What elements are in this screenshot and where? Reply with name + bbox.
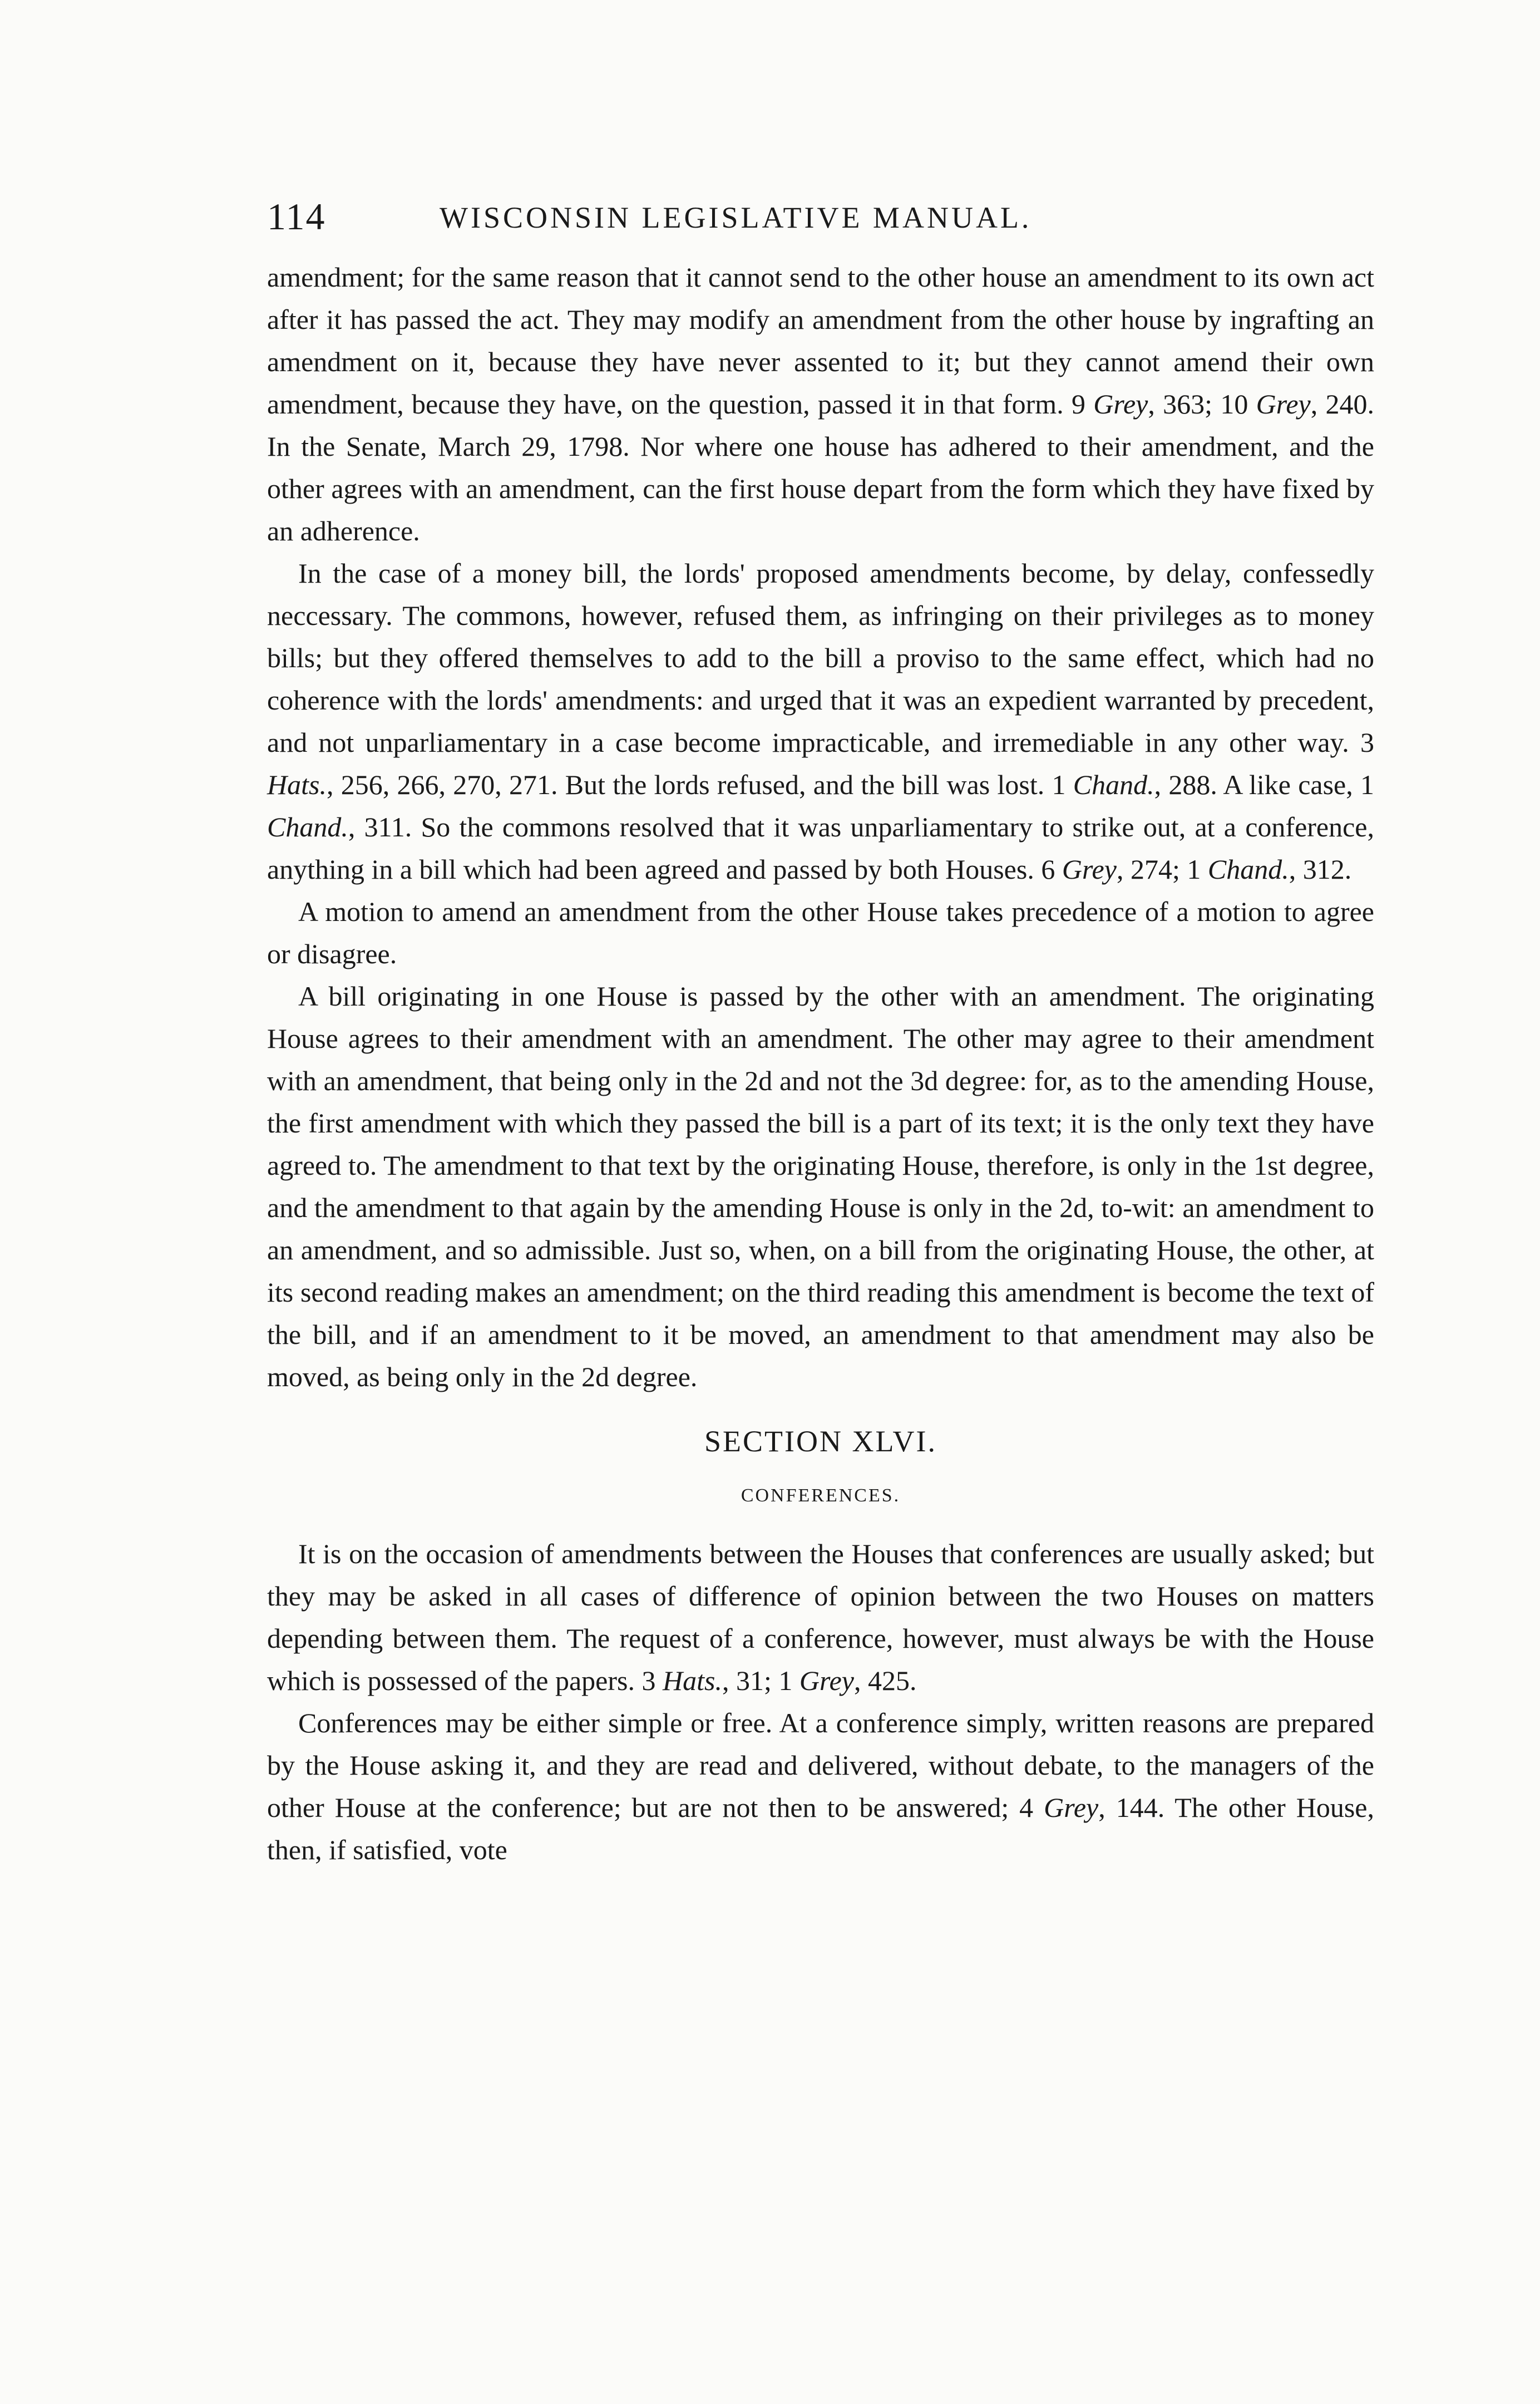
running-title: WISCONSIN LEGISLATIVE MANUAL. <box>440 201 1032 234</box>
paragraph-text: , 363; 10 <box>1148 388 1256 420</box>
paragraph-text: It is on the occasion of amendments between the Houses that conferences are usually asked; but they may be asked in all cases of difference of opinion between the two Houses on matters depending between them. The request of a conference, however, must always be with the House which is possessed of the papers. 3 <box>267 1538 1374 1696</box>
paragraph-text: , 256, 266, 270, 271. But the lords refused, and the bill was lost. 1 <box>326 769 1073 800</box>
citation-italic: Hats. <box>267 769 327 800</box>
paragraph-text: , 31; 1 <box>722 1665 799 1696</box>
section-subheading: CONFERENCES. <box>741 1485 901 1506</box>
paragraph <box>267 1533 1374 1702</box>
citation-italic: Hats. <box>663 1665 722 1696</box>
document-page <box>267 195 1374 1871</box>
paragraphs-bottom <box>267 1533 1374 1871</box>
citation-italic: Grey <box>1093 388 1148 420</box>
paragraph-text: , 288. A like case, 1 <box>1154 769 1374 800</box>
paragraph-text: , 144. The other House, then, if satisfied, vote <box>267 1792 1374 1865</box>
paragraph-text: , 425. <box>853 1665 917 1696</box>
paragraph-text: A motion to amend an amendment from the other House takes precedence of a motion to agree or disagree. <box>267 896 1374 969</box>
citation-italic: Grey <box>1044 1792 1099 1823</box>
citation-italic: Chand. <box>1207 854 1289 885</box>
paragraph-text: In the case of a money bill, the lords' proposed amendments become, by delay, confessedly neccessary. The commons, however, refused them, as infringing on their privileges as to money bills; but they offered themselves to add to the bill a proviso to the same effect, which had no coherence with the lords' amendments: and urged that it was an expedient warranted by precedent, and not unparliamentary in a case become impracticable, and irremediable in any other way. 3 <box>267 558 1374 758</box>
paragraph <box>267 890 1374 975</box>
paragraph-text: amendment; for the same reason that it cannot send to the other house an amendment to its own act after it has passed the act. They may modify an amendment from the other house by ingrafting an amendment on it, because they have never assented to it; but they cannot amend their own amendment, because they have, on the question, passed it in that form. 9 <box>267 262 1374 420</box>
citation-italic: Chand. <box>267 811 348 843</box>
paragraph-text: Conferences may be either simple or free. At a conference simply, written reasons are prepared by the House asking it, and they are read and delivered, without debate, to the managers of the other House at the conference; but are not then to be answered; 4 <box>267 1707 1374 1823</box>
citation-italic: Grey <box>1256 388 1311 420</box>
paragraph <box>267 552 1374 890</box>
citation-italic: Grey <box>799 1665 854 1696</box>
paragraph <box>267 1702 1374 1871</box>
paragraph <box>267 256 1374 552</box>
paragraph-text: , 312. <box>1289 854 1352 885</box>
paragraphs-top <box>267 256 1374 1398</box>
page-number: 114 <box>267 195 326 238</box>
citation-italic: Grey <box>1062 854 1117 885</box>
section-heading: SECTION XLVI. <box>704 1425 937 1458</box>
paragraph-text: , 240. In the Senate, March 29, 1798. Nor where one house has adhered to their amendment, and the other agrees with an amendment, can the first house depart from the form which they have fixed by an adherence. <box>267 388 1374 546</box>
body-text <box>267 256 1374 1871</box>
paragraph-text: , 274; 1 <box>1116 854 1208 885</box>
paragraph-text: , 311. So the commons resolved that it was unparliamentary to strike out, at a conference, anything in a bill which had been agreed and passed by both Houses. 6 <box>267 811 1374 885</box>
paragraph-text: A bill originating in one House is passed by the other with an amendment. The originating House agrees to their amendment with an amendment. The other may agree to their amendment with an amendment, that being only in the 2d and not the 3d degree: for, as to the amending House, the first amendment with which they passed the bill is a part of its text; it is the only text they have agreed to. The amendment to that text by the originating House, therefore, is only in the 1st degree, and the amendment to that again by the amending House is only in the 2d, to-wit: an amendment to an amendment, and so admissible. Just so, when, on a bill from the originating House, the other, at its second reading makes an amendment; on the third reading this amendment is become the text of the bill, and if an amendment to it be moved, an amendment to that amendment may also be moved, as being only in the 2d degree. <box>267 981 1374 1392</box>
citation-italic: Chand. <box>1073 769 1154 800</box>
paragraph <box>267 975 1374 1398</box>
running-head <box>267 195 1374 256</box>
